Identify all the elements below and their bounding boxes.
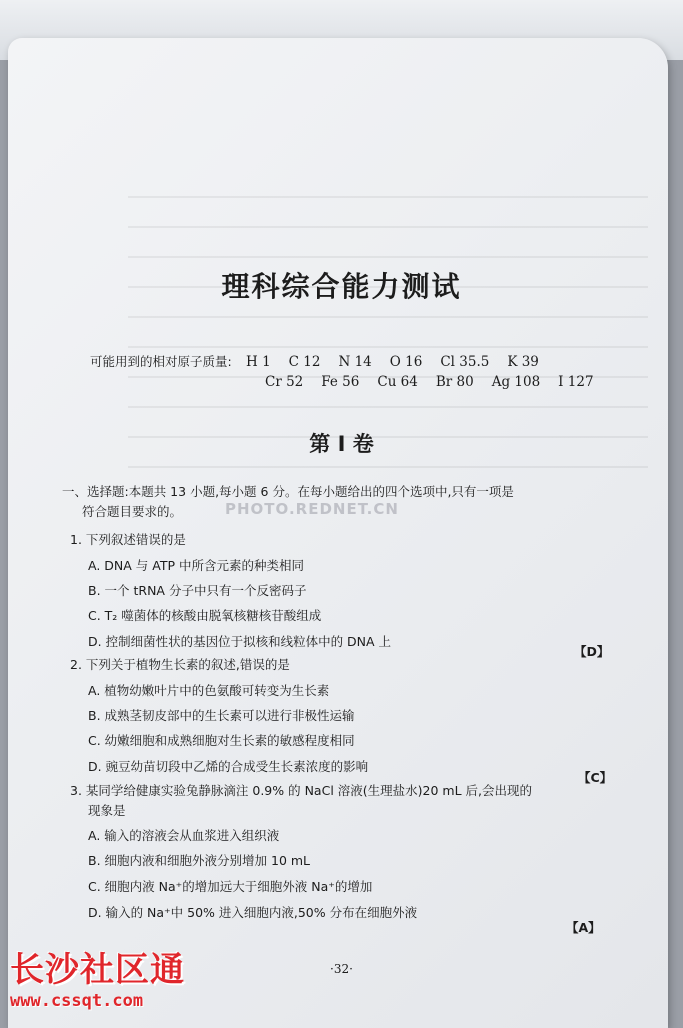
atomic-mass-item: K 39 (507, 354, 539, 370)
atomic-mass-item: C 12 (288, 354, 321, 370)
page-number: ·32· (330, 962, 353, 976)
question-option: C. T₂ 噬菌体的核酸由脱氧核糖核苷酸组成 (88, 608, 322, 623)
question-option: D. 控制细菌性状的基因位于拟核和线粒体中的 DNA 上 (88, 634, 392, 649)
question-stem: 2. 下列关于植物生长素的叙述,错误的是 (70, 657, 290, 672)
atomic-mass-table (90, 352, 612, 392)
section-instructions-line: 符合题目要求的。 (82, 504, 183, 519)
question-option: C. 幼嫩细胞和成熟细胞对生长素的敏感程度相同 (88, 733, 355, 748)
atomic-mass-item: Ag 108 (491, 374, 541, 390)
atomic-mass-item: O 16 (389, 354, 423, 370)
question-stem: 1. 下列叙述错误的是 (70, 532, 186, 547)
answer-mark: 【D】 (574, 644, 610, 659)
question-option: D. 输入的 Na⁺中 50% 进入细胞内液,50% 分布在细胞外液 (88, 905, 418, 920)
exam-title: 理科综合能力测试 (221, 270, 462, 303)
question-option: B. 一个 tRNA 分子中只有一个反密码子 (88, 583, 307, 598)
section-instructions-line: 一、选择题:本题共 13 小题,每小题 6 分。在每小题给出的四个选项中,只有一项是 (62, 484, 514, 499)
site-logo (10, 950, 185, 1012)
question-stem: 3. 某同学给健康实验兔静脉滴注 0.9% 的 NaCl 溶液(生理盐水)20 mL 后,会出现的 (70, 783, 532, 798)
atomic-mass-item: H 1 (246, 354, 271, 370)
answer-mark: 【A】 (566, 920, 601, 935)
volume-heading: 第 I 卷 (309, 432, 374, 456)
atomic-mass-item: Cr 52 (265, 374, 304, 390)
question-option: B. 成熟茎韧皮部中的生长素可以进行非极性运输 (88, 708, 355, 723)
answer-mark: 【C】 (578, 770, 613, 785)
atomic-mass-item: I 127 (558, 374, 594, 390)
question-option: A. 输入的溶液会从血浆进入组织液 (88, 828, 280, 843)
atomic-mass-item: Cl 35.5 (440, 354, 490, 370)
site-logo-url: www.cssqt.com (10, 991, 144, 1011)
atomic-mass-item: Fe 56 (321, 374, 360, 390)
atomic-mass-row (90, 352, 612, 372)
atomic-mass-item: N 14 (338, 354, 372, 370)
atomic-mass-row (90, 372, 612, 392)
photo-watermark: PHOTO.REDNET.CN (225, 500, 399, 518)
question-stem-continued: 现象是 (88, 803, 126, 818)
question-option: A. DNA 与 ATP 中所含元素的种类相同 (88, 558, 304, 573)
site-logo-name: 长沙社区通 (10, 950, 185, 990)
question-option: D. 豌豆幼苗切段中乙烯的合成受生长素浓度的影响 (88, 759, 369, 774)
atomic-mass-item: Cu 64 (377, 374, 418, 390)
question-option: A. 植物幼嫩叶片中的色氨酸可转变为生长素 (88, 683, 330, 698)
question-option: C. 细胞内液 Na⁺的增加远大于细胞外液 Na⁺的增加 (88, 879, 373, 894)
question-option: B. 细胞内液和细胞外液分别增加 10 mL (88, 853, 311, 868)
atomic-mass-label: 可能用到的相对原子质量: (90, 354, 232, 369)
atomic-mass-item: Br 80 (435, 374, 474, 390)
